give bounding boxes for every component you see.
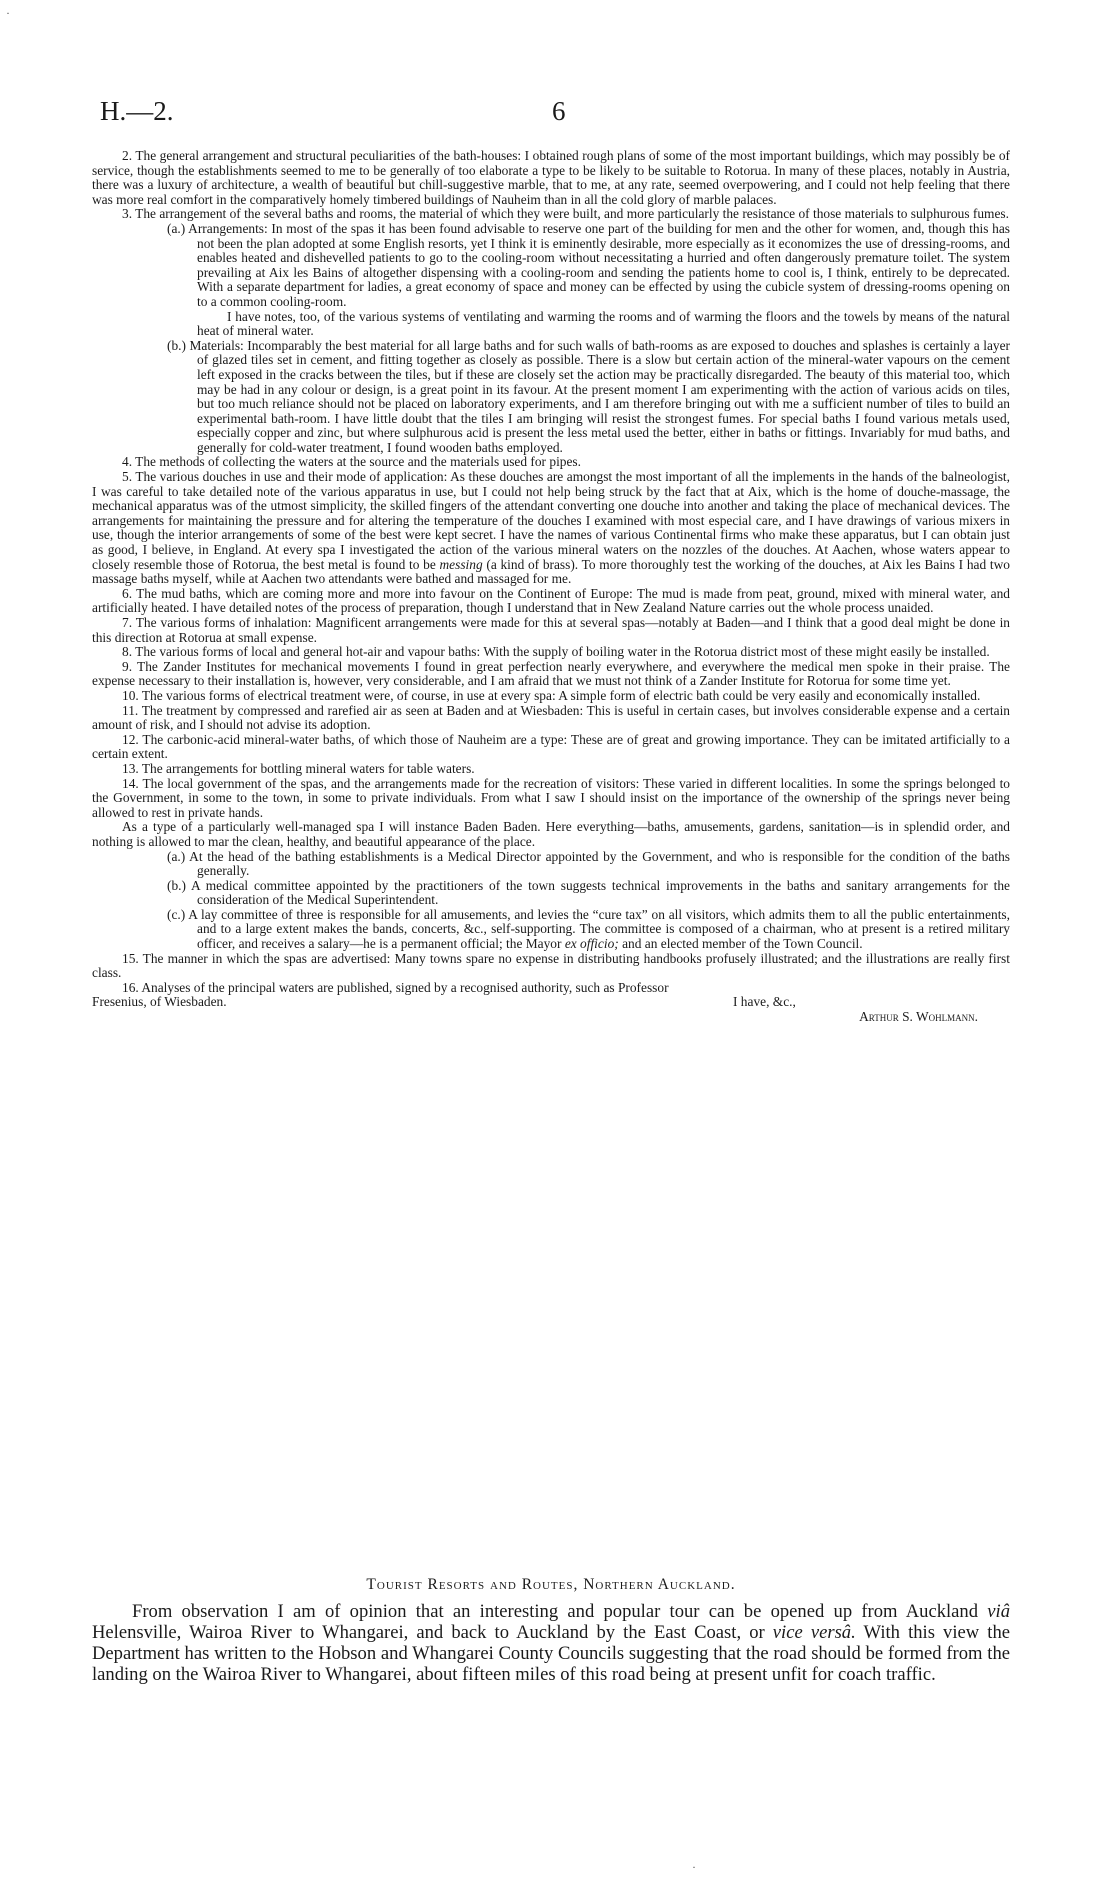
page-number: 6 [552,96,566,126]
paragraph-3: 3. The arrangement of the several baths and rooms, the material of which they were built, and more particularly the resistance of those materials to sulphurous fumes. [122,206,1009,222]
tour-text-1: From observation I am of opinion that an interesting and popular tour can be opened up from Auckland [132,1601,979,1622]
subsection-14c [92,908,1010,952]
paragraph-baden: As a type of a particularly well-managed spa I will instance Baden Baden. Here everything—baths, amusements, gardens, sanitation—is in splendid order, and nothing is allowed to mar the clean, healthy, and beautiful appearance of the place. [92,819,1010,849]
scan-speck-mark-bottom: · [692,1860,696,1874]
tour-section [92,1601,1010,1685]
paragraph-12: 12. The carbonic-acid mineral-water baths, of which those of Nauheim are a type: These are of great and growing importance. They can be imitated artificially to a certain extent. [92,731,1010,762]
paragraph-8: 8. The various forms of local and general hot-air and vapour baths: With the supply of boiling water in the Rotorua district most of these might easily be installed. [122,644,990,660]
section-title: Tourist Resorts and Routes, Northern Auckland. [366,1576,736,1593]
tour-italic-vice-versa: vice versâ. [772,1622,856,1643]
paragraph-15: 15. The manner in which the spas are advertised: Many towns spare no expense in distributing handbooks profusely illustrated; and the illustrations are really first class. [92,950,1010,981]
scan-speck-mark: · [6,6,10,20]
report-body [92,149,1010,1025]
subsection-14b: (b.) A medical committee appointed by the practitioners of the town suggests technical improvements in the baths and sanitary arrangements for the consideration of the Medical Superintendent. [167,877,1010,908]
subsection-14c-italic: ex officio; [564,936,619,952]
tour-italic-via: viâ [987,1601,1010,1622]
tour-text-2: Helensville, Wairoa River to Whangarei, and back to Auckland by the East Coast, or [92,1622,765,1643]
paragraph-13: 13. The arrangements for bottling mineral waters for table waters. [122,760,475,776]
tour-text-3: With this view the Department has written to the Hobson and Whangarei County Councils suggesting that the road should be formed from the landing on the Wairoa River to Whangarei, about fifteen miles of this road being at present unfit for coach traffic. [92,1622,1011,1685]
paragraph-9: 9. The Zander Institutes for mechanical movements I found in great perfection nearly everywhere, and everywhere the medical men spoke in their praise. The expense necessary to their installation is, however, very considerable, and I am afraid that we must not think of a Zander Institute for Rotorua for some time yet. [92,658,1010,689]
signature: Arthur S. Wohlmann. [859,1009,978,1025]
paragraph-4: 4. The methods of collecting the waters at the source and the materials used for pipes. [122,454,581,470]
paragraph-11: 11. The treatment by compressed and rarefied air as seen at Baden and at Wiesbaden: This is useful in certain cases, but involves considerable expense and a certain amount of risk, and I should not advise its adoption. [92,702,1010,733]
parliamentary-reference: H.—2. [100,96,174,126]
closing-phrase: I have, &c., [733,994,796,1010]
subsection-3a: (a.) Arrangements: In most of the spas it has been found advisable to reserve one part of the building for men and the other for women, and, though this has not been the plan adopted at some English resorts, yet I think it is eminently desirable, more especially as it economizes the use of dressing-rooms, and enables heated and dishevelled patients to go to the cooling-room without necessitating a hurried and often dangerously premature toilet. The system prevailing at Aix les Bains of altogether dispensing with a cooling-room and sending the patients home to cool is, I think, entirely to be deprecated. With a separate department for ladies, a great economy of space and money can be effected by using the cubicle system of dressing-rooms opening on to a common cooling-room. [167,220,1010,309]
subsection-14a: (a.) At the head of the bathing establishments is a Medical Director appointed by the Government, and who is responsible for the condition of the baths generally. [167,848,1010,879]
subsection-3a-continued: I have notes, too, of the various systems of ventilating and warming the rooms and of warming the floors and the towels by means of the natural heat of mineral water. [197,308,1010,339]
paragraph-2: 2. The general arrangement and structural peculiarities of the bath-houses: I obtained rough plans of some of the most important buildings, which may possibly be of service, though the establishments seemed to me to be generally of too elaborate a type to be likely to be suitable to Rotorua. In many of these places, notably in Austria, there was a luxury of architecture, a wealth of beautiful but chill-suggestive marble, that to me, at any rate, seemed overpowering, and I could not help feeling that there was more real comfort in the comparatively homely timbered buildings of Nauheim than in all the cold glory of marble palaces. [92,148,1010,207]
subsection-14c-text: (c.) A lay committee of three is responsible for all amusements, and levies the “cure tax” on all visitors, which admits them to all the public entertainments, and to a large extent makes the bands, concerts, &c., self-supporting. The committee is composed of a chairman, who at present is a retired military officer, and receives a salary—he is a permanent official; the Mayor [167,906,1010,952]
paragraph-5-text: 5. The various douches in use and their mode of application: As these douches are amongst the most important of all the implements in the hands of the balneologist, I was careful to take detailed note of the various apparatus in use, but I could not help being struck by the fact that at Aix, which is the home of douche-massage, the mechanical apparatus was of the utmost simplicity, the skilled fingers of the attendant converting one douche into another and taking the place of mechanical devices. The arrangements for maintaining the pressure and for altering the temperature of the douches I examined with most especial care, and I have drawings of various mixers in use, though the interior arrangements of some of the best were kept secret. I have the names of various Continental firms who make these apparatus, but I can obtain just as good, I believe, in England. At every spa I investigated the action of the various mineral waters on the nozzles of the douches. At Aachen, whose waters appear to closely resemble those of Rotorua, the best metal is found to be [92,469,1010,572]
paragraph-14: 14. The local government of the spas, and the arrangements made for the recreation of visitors: These varied in different localities. In some the springs belonged to the Government, in some to the town, in some to private individuals. From what I saw I should insist on the importance of the ownership of the springs never being allowed to rest in private hands. [92,775,1010,820]
closing-row [92,995,1010,1010]
tour-paragraph [92,1601,1010,1685]
paragraph-5 [92,470,1010,587]
paragraph-7: 7. The various forms of inhalation: Magnificent arrangements were made for this at several spas—notably at Baden—and I think that a good deal might be done in this direction at Rotorua at small expense. [92,615,1010,645]
paragraph-5-text-end: (a kind of brass). To more thoroughly test the working of the douches, at Aix les Bains I had two massage baths myself, while at Aachen two attendants were bathed and massaged for me. [92,556,1010,587]
paragraph-16-end: Fresenius, of Wiesbaden. [92,994,227,1010]
paragraph-16: 16. Analyses of the principal waters are published, signed by a recognised authority, such as Professor [122,979,669,995]
paragraph-5-italic: messing [439,556,483,572]
subsection-14c-text-end: and an elected member of the Town Council. [622,936,863,952]
paragraph-10: 10. The various forms of electrical treatment were, of course, in use at every spa: A simple form of electric bath could be very easily and economically installed. [122,687,981,703]
page-header [100,96,1030,126]
paragraph-6: 6. The mud baths, which are coming more and more into favour on the Continent of Europe: The mud is made from peat, ground, mixed with mineral water, and artificially heated. I have detailed notes of the process of preparation, though I understand that in New Zealand Nature carries out the whole process unaided. [92,585,1010,616]
subsection-3b: (b.) Materials: Incomparably the best material for all large baths and for such walls of bath-rooms as are exposed to douches and splashes is certainly a layer of glazed tiles set in cement, and fitting together as closely as possible. There is a slow but certain action of the mineral-water vapours on the cement left exposed in the cracks between the tiles, but if these are closely set the action may be practically disregarded. The beauty of this material too, which may be had in any colour or design, is a great point in its favour. At the present moment I am experimenting with the action of various acids on tiles, but too much reliance should not be placed on laboratory experiments, and I am therefore bringing out with me a sufficient number of tiles to build an experimental bath-room. I have little doubt that the tiles I am bringing will resist the strongest fumes. For special baths I found various metals used, especially copper and zinc, but where sulphurous acid is present the less metal used the better, either in baths or fittings. Invariably for mud baths, and generally for cold-water treatment, I found wooden baths employed. [167,337,1010,455]
